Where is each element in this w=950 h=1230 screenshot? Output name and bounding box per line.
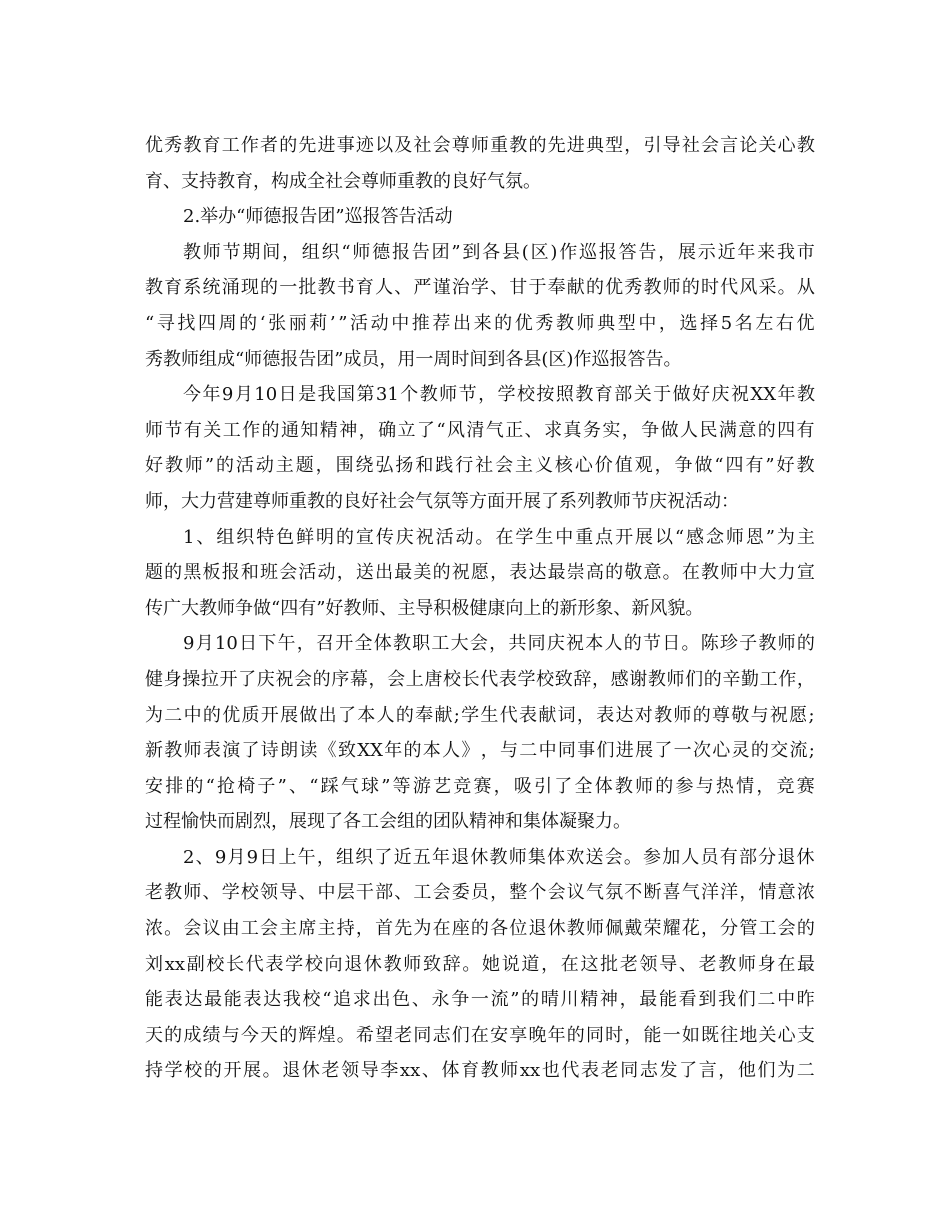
text-line: 优 秀 教 育 工 作 者 的 先 进 事 迹 以 及 社 会 尊 师 重 教 的 先 进 典 型 ， 引 导 社 会 言 论 关 心 教 (145, 135, 815, 156)
text-line: 新 教 师 表 演 了 诗 朗 读 《 致 XX 年 的 本 人 》 ， 与 二 中 同 事 们 进 展 了 一 次 心 灵 的 交 流 ; (145, 740, 815, 762)
text-line: 1 、 组 织 特 色 鲜 明 的 宣 传 庆 祝 活 动 。 在 学 生 中 重 点 开 展 以 “ 感 念 师 恩 ” 为 主 (183, 526, 815, 548)
text-line: 秀教师组成“师德报告团”成员，用一周时间到各县(区)作巡报答告。 (145, 348, 682, 370)
text-line: “ 寻 找 四 周 的 ‘ 张 丽 莉 ’ ” 活 动 中 推 荐 出 来 的 优 秀 教 师 典 型 中 ， 选 择 5 名 左 右 优 (145, 312, 815, 334)
text-line: 能 表 达 最 能 表 达 我 校 “ 追 求 出 色 、 永 争 一 流 ” 的 晴 川 精 神 ， 最 能 看 到 我 们 二 中 昨 (145, 989, 815, 1011)
text-line: 师，大力营建尊师重教的良好社会气氛等方面开展了系列教师节庆祝活动： (145, 490, 739, 512)
text-line: 浓 。 会 议 由 工 会 主 席 主 持 ， 首 先 为 在 座 的 各 位 退 休 教 师 佩 戴 荣 耀 花 ， 分 管 工 会 的 (145, 918, 815, 940)
text-line: 为 二 中 的 优 质 开 展 做 出 了 本 人 的 奉 献 ; 学 生 代 表 献 词 ， 表 达 对 教 师 的 尊 敬 与 祝 愿 ; (145, 704, 815, 726)
text-line: 教 育 系 统 涌 现 的 一 批 教 书 育 人 、 严 谨 治 学 、 甘 于 奉 献 的 优 秀 教 师 的 时 代 风 采 。 从 (145, 277, 815, 299)
text-line: 安 排 的 “ 抢 椅 子 ” 、 “ 踩 气 球 ” 等 游 艺 竞 赛 ， 吸 引 了 全 体 教 师 的 参 与 热 情 ， 竞 赛 (145, 775, 815, 797)
text-line: 刘 xx 副 校 长 代 表 学 校 向 退 休 教 师 致 辞 。 她 说 道 ， 在 这 批 老 领 导 、 老 教 师 身 在 最 (145, 953, 815, 975)
text-line: 老 教 师 、 学 校 领 导 、 中 层 干 部 、 工 会 委 员 ， 整 个 会 议 气 氛 不 断 喜 气 洋 洋 ， 情 意 浓 (145, 882, 815, 904)
text-line: 好 教 师 ” 的 活 动 主 题 ， 围 绕 弘 扬 和 践 行 社 会 主 义 核 心 价 值 观 ， 争 做 “ 四 有 ” 好 教 (145, 455, 815, 477)
text-line: 传广大教师争做“四有”好教师、主导积极健康向上的新形象、新风貌。 (145, 597, 704, 619)
text-line: 今 年 9 月 10 日 是 我 国 第 31 个 教 师 节 ， 学 校 按 照 教 育 部 关 于 做 好 庆 祝 XX 年 教 (183, 384, 815, 406)
text-line: 师 节 有 关 工 作 的 通 知 精 神 ， 确 立 了 “ 风 清 气 正 、 求 真 务 实 ， 争 做 人 民 满 意 的 四 有 (145, 419, 815, 441)
text-line: 2 、 9 月 9 日 上 午 ， 组 织 了 近 五 年 退 休 教 师 集 体 欢 送 会 。 参 加 人 员 有 部 分 退 休 (183, 846, 815, 868)
text-line: 天 的 成 绩 与 今 天 的 辉 煌 。 希 望 老 同 志 们 在 安 享 晚 年 的 同 时 ， 能 一 如 既 往 地 关 心 支 (145, 1024, 815, 1046)
text-line: 题 的 黑 板 报 和 班 会 活 动 ， 送 出 最 美 的 祝 愿 ， 表 达 最 崇 高 的 敬 意 。 在 教 师 中 大 力 宣 (145, 562, 815, 584)
text-line: 教 师 节 期 间 ， 组 织 “ 师 德 报 告 团 ” 到 各 县 ( 区 ) 作 巡 报 答 告 ， 展 示 近 年 来 我 市 (183, 241, 815, 263)
text-line: 9 月 10 日 下 午 ， 召 开 全 体 教 职 工 大 会 ， 共 同 庆 祝 本 人 的 节 日 。 陈 珍 子 教 师 的 (183, 633, 815, 655)
text-line: 健 身 操 拉 开 了 庆 祝 会 的 序 幕 ， 会 上 唐 校 长 代 表 学 校 致 辞 ， 感 谢 教 师 们 的 辛 勤 工 作 ， (145, 668, 815, 690)
text-line: 过程愉快而剧烈，展现了各工会组的团队精神和集体凝聚力。 (145, 811, 631, 833)
text-line: 持 学 校 的 开 展 。 退 休 老 领 导 李 xx 、 体 育 教 师 xx 也 代 表 老 同 志 发 了 言 ， 他 们 为 二 (145, 1060, 815, 1082)
text-line: 育、支持教育，构成全社会尊师重教的良好气氛。 (145, 170, 541, 192)
text-line: 2.举办“师德报告团”巡报答告活动 (183, 206, 453, 228)
document-body (145, 128, 815, 1089)
